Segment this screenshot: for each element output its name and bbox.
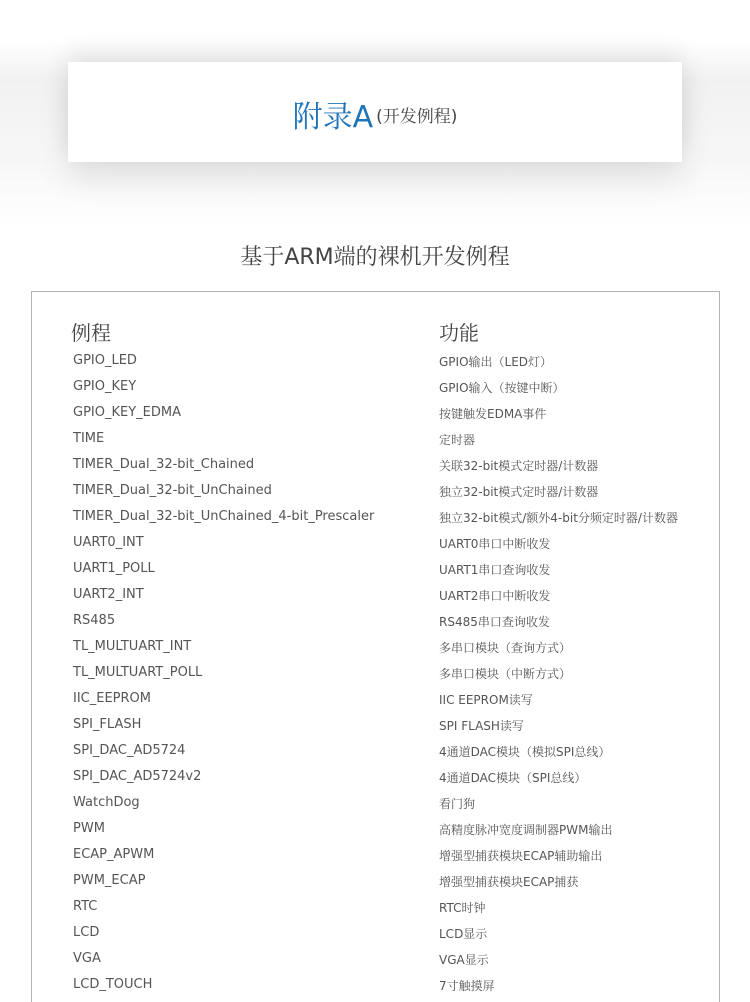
routine-name: GPIO_KEY — [73, 379, 137, 394]
routine-function: UART2串口中断收发 — [439, 589, 551, 603]
routine-function: 独立32-bit模式定时器/计数器 — [439, 485, 599, 499]
table-row — [32, 507, 719, 533]
table-row — [32, 845, 719, 871]
routine-function: 定时器 — [439, 433, 476, 447]
table-row — [32, 663, 719, 689]
table-row — [32, 585, 719, 611]
table-row — [32, 559, 719, 585]
routine-name: TIMER_Dual_32-bit_UnChained — [73, 483, 272, 498]
routine-name: PWM — [73, 821, 105, 836]
routine-name: SPI_DAC_AD5724v2 — [73, 769, 202, 784]
table-row — [32, 403, 719, 429]
section-title: 基于ARM端的裸机开发例程 — [240, 245, 510, 270]
routine-name: RTC — [73, 899, 98, 914]
routine-function: 看门狗 — [439, 797, 476, 811]
routine-function: 4通道DAC模块（模拟SPI总线） — [439, 745, 611, 759]
routine-name: TIMER_Dual_32-bit_UnChained_4-bit_Prescaler — [73, 509, 375, 524]
routine-function: IIC EEPROM读写 — [439, 693, 533, 707]
table-rows — [32, 351, 719, 1001]
table-row — [32, 637, 719, 663]
routine-name: VGA — [73, 951, 101, 966]
table-row — [32, 923, 719, 949]
routine-name: IIC_EEPROM — [73, 691, 151, 706]
routine-name: UART0_INT — [73, 535, 144, 550]
routine-name: LCD_TOUCH — [73, 977, 153, 992]
table-row — [32, 871, 719, 897]
routine-name: TIMER_Dual_32-bit_Chained — [73, 457, 255, 472]
routine-function: GPIO输出（LED灯） — [439, 355, 553, 369]
routine-name: ECAP_APWM — [73, 847, 155, 862]
column-header-routine: 例程 — [71, 321, 111, 345]
routine-function: 关联32-bit模式定时器/计数器 — [439, 459, 599, 473]
table-row — [32, 767, 719, 793]
appendix-title-main: 附录A — [292, 100, 374, 135]
routine-function: 多串口模块（查询方式） — [439, 641, 572, 655]
routine-function: 4通道DAC模块（SPI总线） — [439, 771, 587, 785]
routine-name: UART2_INT — [73, 587, 144, 602]
routine-name: GPIO_KEY_EDMA — [73, 405, 181, 420]
routine-function: 增强型捕获模块ECAP辅助输出 — [439, 849, 603, 863]
routine-function: UART0串口中断收发 — [439, 537, 551, 551]
table-row — [32, 377, 719, 403]
routine-name: WatchDog — [73, 795, 140, 810]
routine-name: TIME — [73, 431, 105, 446]
routine-function: SPI FLASH读写 — [439, 719, 524, 733]
table-row — [32, 741, 719, 767]
routine-name: UART1_POLL — [73, 561, 155, 576]
table-row — [32, 689, 719, 715]
table-row — [32, 533, 719, 559]
table-row — [32, 611, 719, 637]
table-row — [32, 819, 719, 845]
table-row — [32, 429, 719, 455]
routine-name: TL_MULTUART_POLL — [73, 665, 203, 680]
routine-function: UART1串口查询收发 — [439, 563, 551, 577]
routine-function: 独立32-bit模式/额外4-bit分频定时器/计数器 — [439, 511, 678, 525]
table-row — [32, 481, 719, 507]
routine-name: SPI_DAC_AD5724 — [73, 743, 186, 758]
table-row — [32, 715, 719, 741]
table-row — [32, 455, 719, 481]
routine-function: GPIO输入（按键中断） — [439, 381, 565, 395]
routine-function: 增强型捕获模块ECAP捕获 — [439, 875, 579, 889]
routine-name: SPI_FLASH — [73, 717, 142, 732]
table-row — [32, 949, 719, 975]
routine-function: 高精度脉冲宽度调制器PWM输出 — [439, 823, 613, 837]
table-row — [32, 975, 719, 1001]
routine-name: PWM_ECAP — [73, 873, 146, 888]
routine-function: 多串口模块（中断方式） — [439, 667, 572, 681]
routine-name: GPIO_LED — [73, 353, 137, 368]
routine-name: RS485 — [73, 613, 116, 628]
routine-function: RS485串口查询收发 — [439, 615, 550, 629]
appendix-title — [0, 92, 750, 136]
table-row — [32, 793, 719, 819]
routine-function: LCD显示 — [439, 927, 488, 941]
routine-table — [31, 291, 720, 1002]
appendix-title-subtitle: (开发例程) — [376, 106, 458, 127]
table-row — [32, 351, 719, 377]
routine-name: LCD — [73, 925, 100, 940]
routine-function: 7寸触摸屏 — [439, 979, 495, 993]
routine-function: RTC时钟 — [439, 901, 486, 915]
routine-function: 按键触发EDMA事件 — [439, 407, 547, 421]
table-row — [32, 897, 719, 923]
routine-function: VGA显示 — [439, 953, 489, 967]
column-header-function: 功能 — [439, 321, 479, 345]
routine-name: TL_MULTUART_INT — [73, 639, 192, 654]
